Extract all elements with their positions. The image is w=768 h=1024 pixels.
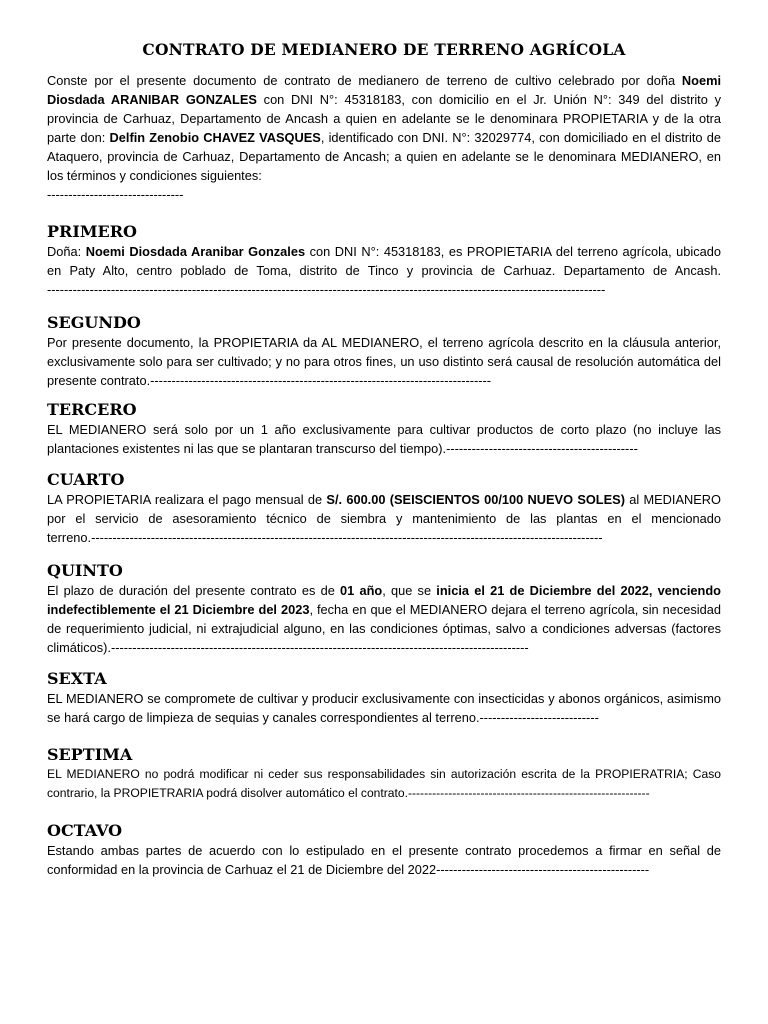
- intro-dash-rule: --------------------------------: [47, 187, 184, 202]
- septima-dash-rule: ------------------------------------------------------------: [407, 786, 650, 800]
- intro-paragraph: [47, 71, 721, 185]
- section-sexta: [47, 669, 721, 727]
- heading-tercero: TERCERO: [47, 400, 137, 419]
- heading-sexta: SEXTA: [47, 669, 107, 688]
- septima-text: EL MEDIANERO no podrá modificar ni ceder sus responsabilidades sin autorización escrita de la PROPIERATRIA; Caso contrario, la PROPIETRARIA podrá disolver automático el contrato.: [47, 767, 721, 800]
- cuarto-dash-rule: ------------------------------------------------------------------------------------------------------------------------: [91, 530, 603, 545]
- owner-name: Noemi Diosdada ARANIBAR GONZALES: [47, 73, 721, 107]
- quinto-text-2: , que se: [382, 583, 437, 598]
- octavo-dash-rule: --------------------------------------------------: [436, 862, 650, 877]
- octavo-text: Estando ambas partes de acuerdo con lo estipulado en el presente contrato procedemos a firmar en señal de conformidad en la provincia de Carhuaz el 21 de Diciembre del 2022: [47, 843, 721, 877]
- septima-paragraph: [47, 765, 721, 803]
- section-primero: [47, 222, 721, 299]
- segundo-dash-rule: --------------------------------------------------------------------------------: [150, 373, 492, 388]
- sexta-dash-rule: ----------------------------: [479, 710, 599, 725]
- section-septima: [47, 745, 721, 803]
- heading-octavo: OCTAVO: [47, 821, 123, 840]
- section-cuarto: [47, 470, 721, 547]
- primero-dash-rule: -----------------------------------------------------------------------------------------------------------------------------------: [47, 282, 606, 297]
- octavo-paragraph: [47, 841, 721, 879]
- section-octavo: [47, 821, 721, 879]
- intro-section: [47, 71, 721, 204]
- document-title: CONTRATO DE MEDIANERO DE TERRENO AGRÍCOLA: [142, 40, 626, 59]
- heading-septima: SEPTIMA: [47, 745, 133, 764]
- intro-text-2: con DNI N°: 45318183, con domicilio en el Jr. Unión N°: 349 del distrito y provincia de Carhuaz, Departamento de Ancash a quien en adelante se le denominara PROPIETARIA y de la otra parte don:: [47, 92, 721, 145]
- tercero-paragraph: [47, 420, 721, 458]
- cuarto-paragraph: [47, 490, 721, 547]
- intro-text-3: , identificado con DNI. N°: 32029774, con domiciliado en el distrito de Ataquero, provincia de Carhuaz, Departamento de Ancash; a quien en adelante se le denominara MEDIANERO, en los términos y condiciones siguientes:: [47, 130, 721, 183]
- quinto-text-3: , fecha en que el MEDIANERO dejara el terreno agrícola, sin necesidad de requerimiento judicial, ni extrajudicial alguno, en las condiciones óptimas, salvo a condiciones adversas (factores climáticos).: [47, 602, 721, 655]
- section-segundo: [47, 313, 721, 390]
- cuarto-text-1: LA PROPIETARIA realizara el pago mensual de: [47, 492, 327, 507]
- heading-segundo: SEGUNDO: [47, 313, 141, 332]
- tercero-dash-rule: ---------------------------------------------: [446, 441, 638, 456]
- cuarto-amount: S/. 600.00 (SEISCIENTOS 00/100 NUEVO SOLES): [326, 492, 625, 507]
- sexta-paragraph: [47, 689, 721, 727]
- heading-quinto: QUINTO: [47, 561, 123, 580]
- tercero-text: EL MEDIANERO será solo por un 1 año exclusivamente para cultivar productos de corto plazo (no incluye las plantaciones existentes ni las que se plantaran transcurso del tiempo).: [47, 422, 721, 456]
- section-tercero: [47, 400, 721, 458]
- contract-document: [47, 40, 721, 879]
- quinto-paragraph: [47, 581, 721, 657]
- cuarto-text-2: al MEDIANERO por el servicio de asesoramiento técnico de siembra y mantenimiento de las plantas en el mencionado terreno.: [47, 492, 721, 545]
- partner-name: Delfin Zenobio CHAVEZ VASQUES: [109, 130, 321, 145]
- intro-text-1: Conste por el presente documento de contrato de medianero de terreno de cultivo celebrado por doña: [47, 73, 682, 88]
- segundo-text: Por presente documento, la PROPIETARIA da AL MEDIANERO, el terreno agrícola descrito en la cláusula anterior, exclusivamente solo para ser cultivado; y no para otros fines, un uso distinto será causal de resolución automática del presente contrato.: [47, 335, 721, 388]
- primero-text-1: Doña:: [47, 244, 86, 259]
- segundo-paragraph: [47, 333, 721, 390]
- quinto-text-1: El plazo de duración del presente contrato es de: [47, 583, 341, 598]
- primero-owner-name: Noemi Diosdada Aranibar Gonzales: [85, 244, 306, 259]
- quinto-dash-rule: --------------------------------------------------------------------------------------------------: [111, 640, 529, 655]
- section-quinto: [47, 561, 721, 657]
- quinto-start-date: inicia el 21 de Diciembre del 2022, venciendo indefectiblemente el 21 Diciembre del 2023: [47, 583, 721, 617]
- sexta-text: EL MEDIANERO se compromete de cultivar y producir exclusivamente con insecticidas y abonos orgánicos, asimismo se hará cargo de limpieza de sequias y canales correspondientes al terreno.: [47, 691, 721, 725]
- heading-primero: PRIMERO: [47, 222, 137, 241]
- quinto-duration: 01 año: [340, 583, 383, 598]
- primero-text-2: con DNI N°: 45318183, es PROPIETARIA del terreno agrícola, ubicado en Paty Alto, centro poblado de Toma, distrito de Tinco y provincia de Carhuaz. Departamento de Ancash.: [47, 244, 721, 278]
- primero-paragraph: [47, 242, 721, 280]
- heading-cuarto: CUARTO: [47, 470, 125, 489]
